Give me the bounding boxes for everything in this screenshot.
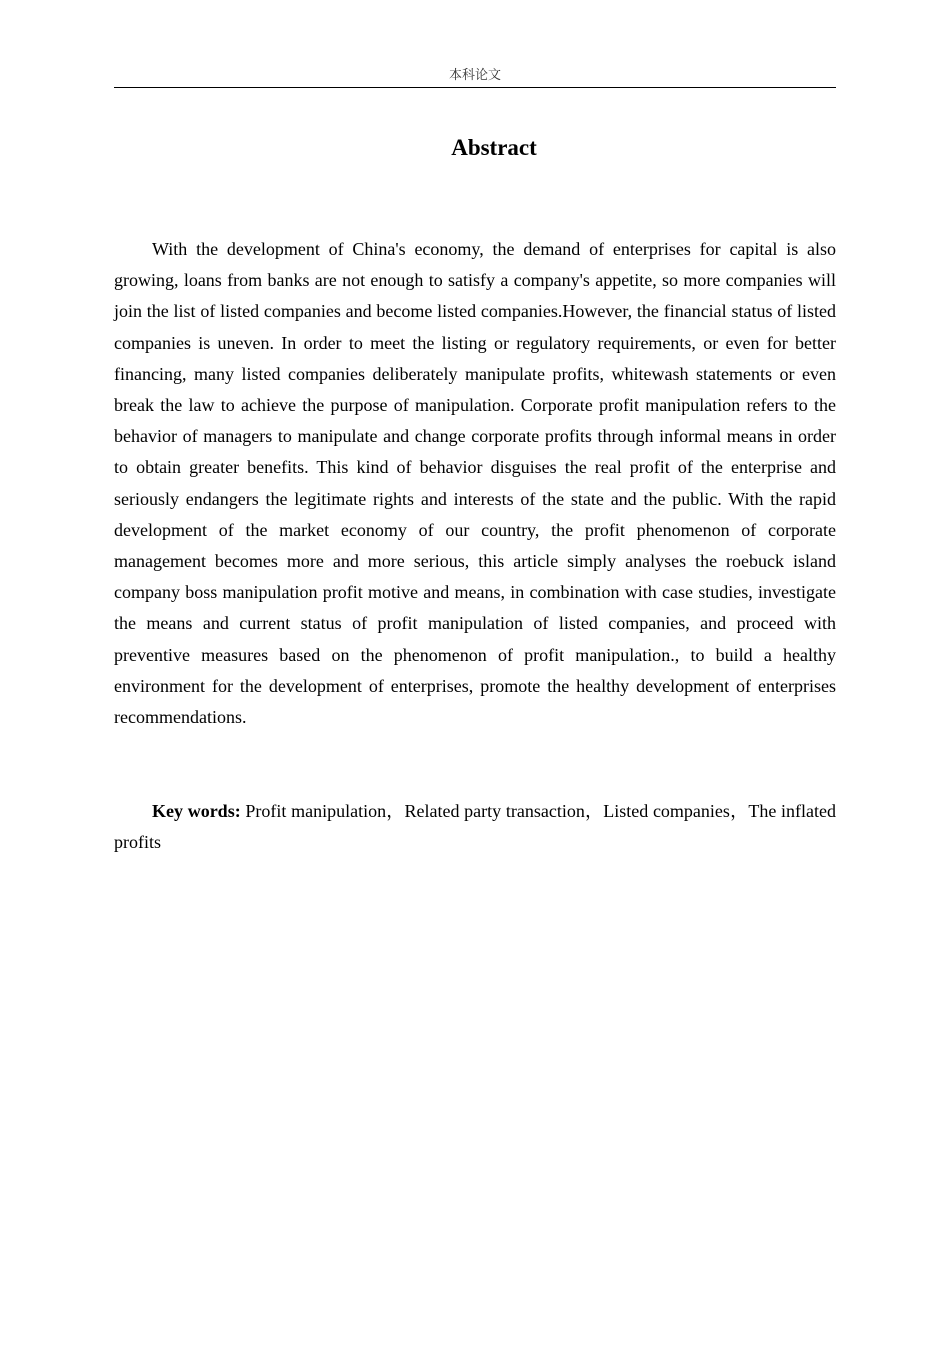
page-header bbox=[114, 66, 836, 88]
abstract-body: With the development of China's economy, the demand of enterprises for capital is also growing, loans from banks are not enough to satisfy a company's appetite, so more companies will join the list of listed companies and become listed companies.However, the financial status of listed companies is uneven. In order to meet the listing or regulatory requirements, or even for better financing, many listed companies deliberately manipulate profits, whitewash statements or even break the law to achieve the purpose of manipulation. Corporate profit manipulation refers to the behavior of managers to manipulate and change corporate profits through informal means in order to obtain greater benefits. This kind of behavior disguises the real profit of the enterprise and seriously endangers the legitimate rights and interests of the state and the public. With the rapid development of the market economy of our country, the profit phenomenon of corporate management becomes more and more serious, this article simply analyses the roebuck island company boss manipulation profit motive and means, in combination with case studies, investigate the means and current status of profit manipulation of listed companies, and proceed with preventive measures based on the phenomenon of profit manipulation., to build a healthy environment for the development of enterprises, promote the healthy development of enterprises recommendations. bbox=[114, 239, 836, 728]
header-text: 本科论文 bbox=[448, 68, 501, 83]
abstract-title: Abstract bbox=[451, 135, 537, 160]
keywords-label: Key words: bbox=[152, 801, 241, 821]
keywords-text: Profit manipulation，Related party transaction，Listed companies，The inflated profits bbox=[114, 801, 836, 853]
keywords-paragraph bbox=[114, 796, 836, 858]
